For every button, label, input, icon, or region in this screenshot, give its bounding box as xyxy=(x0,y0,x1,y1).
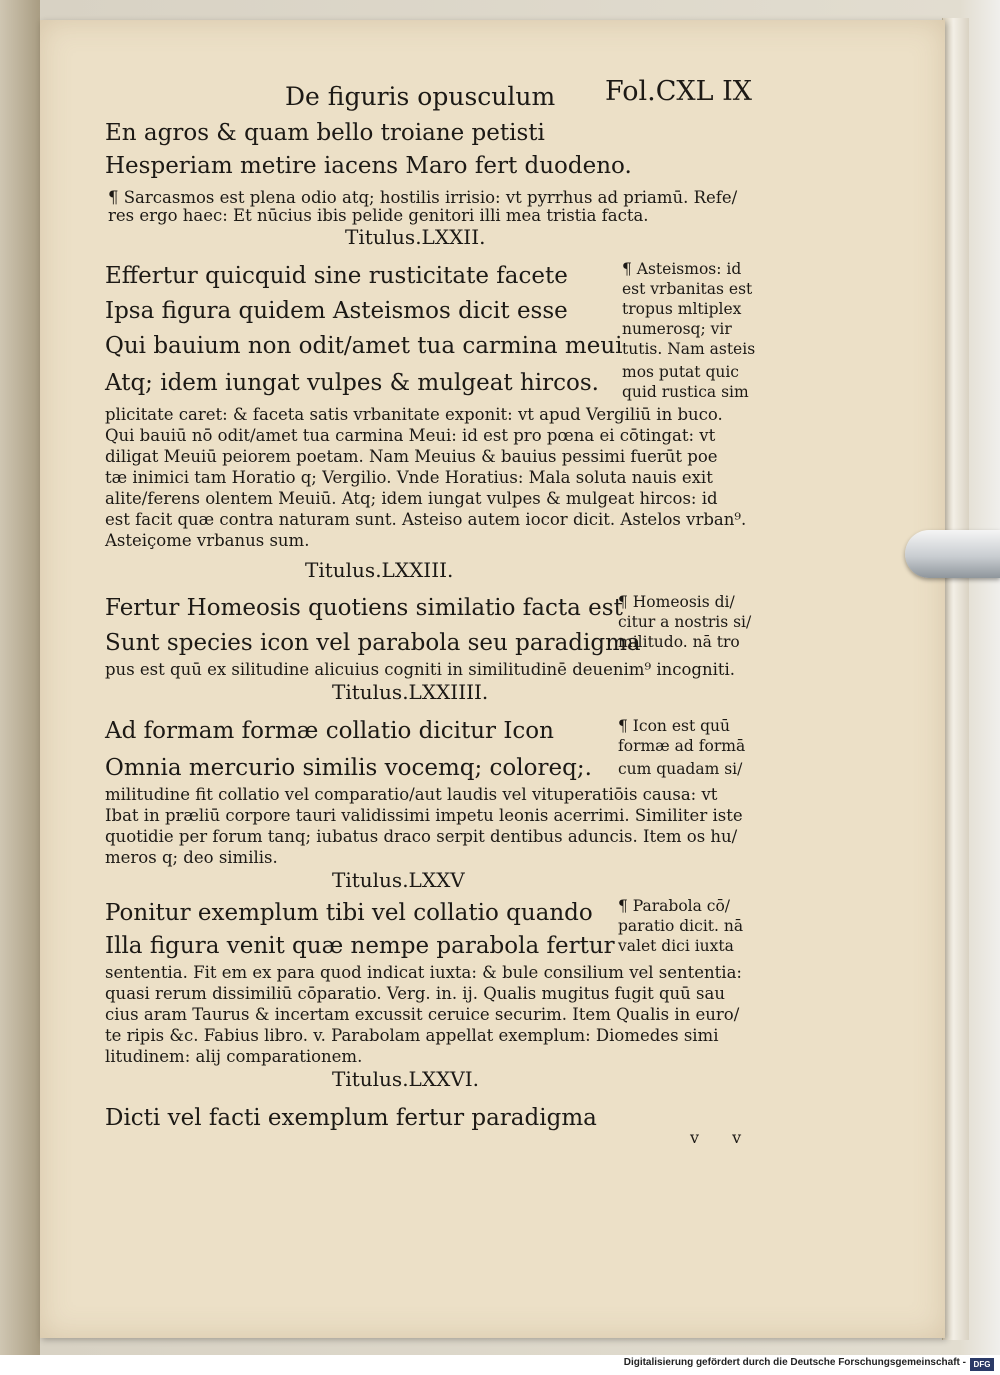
marginal-note-line: militudo. nā tro xyxy=(618,633,740,651)
verse-line: Ponitur exemplum tibi vel collatio quando xyxy=(105,900,593,926)
footer-bar xyxy=(0,1355,1000,1375)
commentary-line: diligat Meuiū peiorem poetam. Nam Meuius & bauius pessimi fuerūt poe xyxy=(105,447,718,466)
section-title: Titulus.LXXIIII. xyxy=(332,680,489,704)
verse-line: Effertur quicquid sine rusticitate facete xyxy=(105,263,568,289)
commentary-line: quasi rerum dissimiliū cōparatio. Verg. in. ij. Qualis mugitus fugit quū sau xyxy=(105,984,725,1003)
commentary-line: Qui bauiū nō odit/amet tua carmina Meui: id est pro pœna ei cōtingat: vt xyxy=(105,426,716,445)
verse-line: Hesperiam metire iacens Maro fert duodeno. xyxy=(105,153,632,179)
marginal-note-line: paratio dicit. nā xyxy=(618,917,744,935)
commentary-line: res ergo haec: Et nūcius ibis pelide genitori illi mea tristia facta. xyxy=(108,206,649,225)
marginal-note-line: cum quadam si/ xyxy=(618,760,743,778)
commentary-line: quotidie per forum tanq; iubatus draco serpit dentibus aduncis. Item os hu/ xyxy=(105,827,738,846)
book-binding xyxy=(0,0,40,1355)
marginal-note-line: ¶ Homeosis di/ xyxy=(618,593,735,611)
section-title: Titulus.LXXV xyxy=(332,868,465,892)
page-clip xyxy=(905,530,1000,578)
marginal-note-line: ¶ Parabola cō/ xyxy=(618,897,731,915)
marginal-note-line: formæ ad formā xyxy=(618,737,746,755)
book-page xyxy=(40,20,945,1338)
verse-line: Fertur Homeosis quotiens similatio facta est xyxy=(105,595,623,621)
commentary-line: ¶ Sarcasmos est plena odio atq; hostilis irrisio: vt pyrrhus ad priamū. Refe/ xyxy=(108,188,738,207)
verse-line: Omnia mercurio similis vocemq; coloreq;. xyxy=(105,755,592,781)
running-title: De figuris opusculum xyxy=(285,82,556,111)
commentary-line: est facit quæ contra naturam sunt. Asteiso autem iocor dicit. Astelos vrban⁹. xyxy=(105,510,747,529)
verse-line: Sunt species icon vel parabola seu paradigma xyxy=(105,630,641,656)
commentary-line: alite/ferens olentem Meuiū. Atq; idem iungat vulpes & mulgeat hircos: id xyxy=(105,489,718,508)
verse-line: Ipsa figura quidem Asteismos dicit esse xyxy=(105,298,568,324)
marginal-note-line: tropus mltiplex xyxy=(622,300,742,318)
marginal-note-line: est vrbanitas est xyxy=(622,280,753,298)
commentary-line: te ripis &c. Fabius libro. v. Parabolam appellat exemplum: Diomedes simi xyxy=(105,1026,719,1045)
signature-mark: v v xyxy=(690,1128,756,1147)
page-edges xyxy=(942,18,969,1340)
marginal-note-line: mos putat quic xyxy=(622,363,739,381)
commentary-line: Ibat in præliū corpore tauri validissimi impetu leonis acerrimi. Similiter iste xyxy=(105,806,743,825)
marginal-note-line: quid rustica sim xyxy=(622,383,749,401)
commentary-line: militudine fit collatio vel comparatio/aut laudis vel vituperatiōis causa: vt xyxy=(105,785,718,804)
verse-line: Ad formam formæ collatio dicitur Icon xyxy=(105,718,554,744)
marginal-note-line: numerosq; vir xyxy=(622,320,732,338)
verse-line: Dicti vel facti exemplum fertur paradigma xyxy=(105,1105,597,1131)
verse-line: Qui bauium non odit/amet tua carmina meui xyxy=(105,333,623,359)
commentary-line: sententia. Fit em ex para quod indicat iuxta: & bule consilium vel sententia: xyxy=(105,963,742,982)
funding-credit: Digitalisierung gefördert durch die Deutsche Forschungsgemeinschaft - xyxy=(623,1357,966,1368)
marginal-note-line: tutis. Nam asteis xyxy=(622,340,756,358)
commentary-line: plicitate caret: & faceta satis vrbanitate exponit: vt apud Vergiliū in buco. xyxy=(105,405,723,424)
commentary-line: Asteiçome vrbanus sum. xyxy=(105,531,310,550)
section-title: Titulus.LXXVI. xyxy=(332,1067,480,1091)
commentary-line: meros q; deo similis. xyxy=(105,848,278,867)
marginal-note-line: ¶ Icon est quū xyxy=(618,717,731,735)
verse-line: En agros & quam bello troiane petisti xyxy=(105,120,545,146)
commentary-line: litudinem: alij comparationem. xyxy=(105,1047,363,1066)
folio-number: Fol.CXL IX xyxy=(605,76,753,107)
marginal-note-line: valet dici iuxta xyxy=(618,937,734,955)
commentary-line: cius aram Taurus & incertam excussit ceruice securim. Item Qualis in euro/ xyxy=(105,1005,740,1024)
commentary-line: pus est quū ex silitudine alicuius cogniti in similitudinē deuenim⁹ incogniti. xyxy=(105,660,736,679)
commentary-line: tæ inimici tam Horatio q; Vergilio. Vnde Horatius: Mala soluta nauis exit xyxy=(105,468,713,487)
section-title: Titulus.LXXIII. xyxy=(305,558,454,582)
section-title: Titulus.LXXII. xyxy=(345,225,486,249)
dfg-logo-icon: DFG xyxy=(970,1358,994,1371)
marginal-note-line: ¶ Asteismos: id xyxy=(622,260,742,278)
verse-line: Atq; idem iungat vulpes & mulgeat hircos. xyxy=(105,370,599,396)
verse-line: Illa figura venit quæ nempe parabola fertur xyxy=(105,933,615,959)
marginal-note-line: citur a nostris si/ xyxy=(618,613,752,631)
